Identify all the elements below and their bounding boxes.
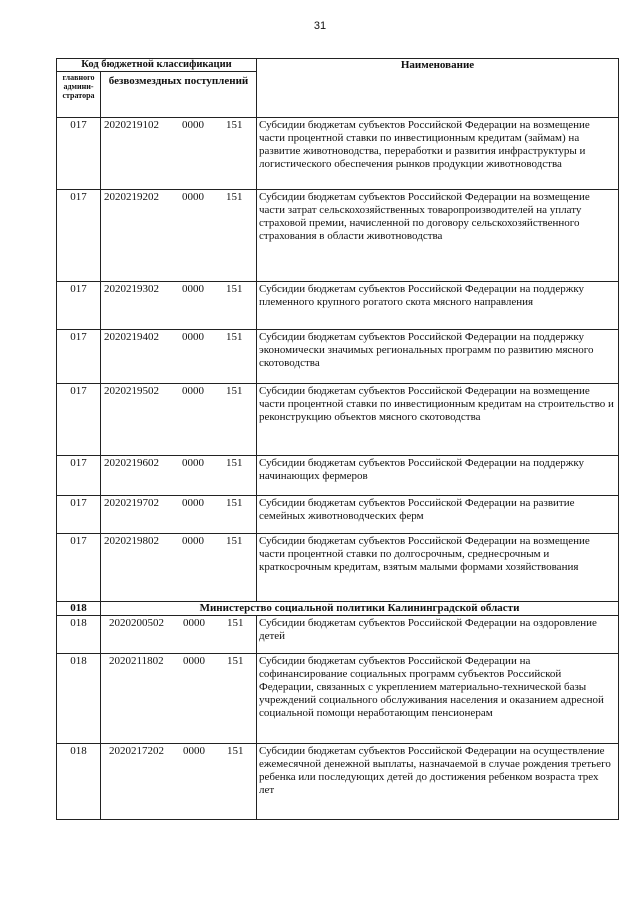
budget-code <box>101 330 257 384</box>
table-row <box>57 384 619 456</box>
classification-code: 2020219802 <box>104 535 159 547</box>
class-code: 151 <box>226 457 243 469</box>
classification-code: 2020200502 <box>109 617 164 629</box>
ministry-row <box>57 602 619 616</box>
item-name: Субсидии бюджетам субъектов Российской Федерации на софинансирование социальных программ субъектов Российской Федерации, связанных с укреплением материально-технической базы учреждений социального обслуживания населения и оказанием адресной социальной помощи неработающим пенсионерам <box>257 654 619 744</box>
table-row <box>57 744 619 820</box>
classification-code: 2020219402 <box>104 331 159 343</box>
class-code: 151 <box>227 745 244 757</box>
item-name: Субсидии бюджетам субъектов Российской Федерации на осуществление ежемесячной денежной выплаты, назначаемой в случае рождения третьего ребенка или последующих детей до достижения ребенком возраста трех лет <box>257 744 619 820</box>
admin-code: 017 <box>57 534 101 602</box>
budget-classification-table <box>56 58 619 820</box>
admin-code: 017 <box>57 496 101 534</box>
item-name: Субсидии бюджетам субъектов Российской Федерации на поддержку племенного крупного рогатого скота мясного направления <box>257 282 619 330</box>
subtype-code: 0000 <box>183 745 205 757</box>
classification-code: 2020219102 <box>104 119 159 131</box>
name-header: Наименование <box>257 59 619 118</box>
table-row <box>57 456 619 496</box>
class-code: 151 <box>227 617 244 629</box>
subtype-code: 0000 <box>183 655 205 667</box>
item-name: Субсидии бюджетам субъектов Российской Федерации на возмещение части процентной ставки по долгосрочным, среднесрочным и краткосрочным кредитам, взятым малыми формами хозяйствования <box>257 534 619 602</box>
class-code: 151 <box>227 655 244 667</box>
admin-code: 017 <box>57 190 101 282</box>
admin-column-header: главного админи-стратора <box>57 72 101 118</box>
class-code: 151 <box>226 497 243 509</box>
table-row <box>57 496 619 534</box>
subtype-code: 0000 <box>182 191 204 203</box>
item-name: Субсидии бюджетам субъектов Российской Федерации на возмещение части процентной ставки по инвестиционным кредитам на строительство и реконструкцию объектов мясного скотоводства <box>257 384 619 456</box>
class-code: 151 <box>226 385 243 397</box>
table-row <box>57 190 619 282</box>
table-row <box>57 534 619 602</box>
budget-code <box>101 456 257 496</box>
class-code: 151 <box>226 331 243 343</box>
item-name: Субсидии бюджетам субъектов Российской Федерации на возмещение части затрат сельскохозяйственных товаропроизводителей на уплату страховой премии, начисленной по договору сельскохозяйственного страхования в области животноводства <box>257 190 619 282</box>
classification-code: 2020219602 <box>104 457 159 469</box>
budget-code <box>101 118 257 190</box>
free-receipts-column-header: безвозмездных поступлений <box>101 72 257 118</box>
table-row <box>57 282 619 330</box>
class-code: 151 <box>226 535 243 547</box>
classification-code: 2020219702 <box>104 497 159 509</box>
admin-code: 018 <box>57 744 101 820</box>
item-name: Субсидии бюджетам субъектов Российской Федерации на оздоровление детей <box>257 616 619 654</box>
subtype-code: 0000 <box>182 119 204 131</box>
class-code: 151 <box>226 283 243 295</box>
budget-code <box>101 616 257 654</box>
admin-code: 018 <box>57 616 101 654</box>
budget-code <box>101 496 257 534</box>
classification-code: 2020217202 <box>109 745 164 757</box>
admin-code: 017 <box>57 118 101 190</box>
code-group-header: Код бюджетной классификации <box>57 59 257 72</box>
budget-code <box>101 190 257 282</box>
subtype-code: 0000 <box>182 283 204 295</box>
classification-code: 2020211802 <box>109 655 164 667</box>
item-name: Субсидии бюджетам субъектов Российской Федерации на развитие семейных животноводческих ферм <box>257 496 619 534</box>
class-code: 151 <box>226 119 243 131</box>
admin-code: 017 <box>57 456 101 496</box>
budget-code <box>101 654 257 744</box>
page-number: 31 <box>313 20 327 32</box>
subtype-code: 0000 <box>182 535 204 547</box>
budget-code <box>101 282 257 330</box>
ministry-name: Министерство социальной политики Калининградской области <box>101 602 619 616</box>
subtype-code: 0000 <box>182 385 204 397</box>
item-name: Субсидии бюджетам субъектов Российской Федерации на поддержку экономически значимых региональных программ по развитию мясного скотоводства <box>257 330 619 384</box>
admin-code: 018 <box>57 654 101 744</box>
class-code: 151 <box>226 191 243 203</box>
item-name: Субсидии бюджетам субъектов Российской Федерации на поддержку начинающих фермеров <box>257 456 619 496</box>
subtype-code: 0000 <box>183 617 205 629</box>
classification-code: 2020219502 <box>104 385 159 397</box>
admin-code: 017 <box>57 384 101 456</box>
subtype-code: 0000 <box>182 497 204 509</box>
table-row <box>57 616 619 654</box>
subtype-code: 0000 <box>182 457 204 469</box>
admin-code: 017 <box>57 282 101 330</box>
budget-code <box>101 384 257 456</box>
classification-code: 2020219202 <box>104 191 159 203</box>
table-row <box>57 330 619 384</box>
classification-code: 2020219302 <box>104 283 159 295</box>
subtype-code: 0000 <box>182 331 204 343</box>
budget-code <box>101 534 257 602</box>
table-row <box>57 654 619 744</box>
table-row <box>57 118 619 190</box>
ministry-admin-code: 018 <box>57 602 101 616</box>
budget-code <box>101 744 257 820</box>
item-name: Субсидии бюджетам субъектов Российской Федерации на возмещение части процентной ставки по инвестиционным кредитам (займам) на развитие животноводства, переработки и развития инфраструктуры и логистического обеспечения рынков продукции животноводства <box>257 118 619 190</box>
admin-code: 017 <box>57 330 101 384</box>
